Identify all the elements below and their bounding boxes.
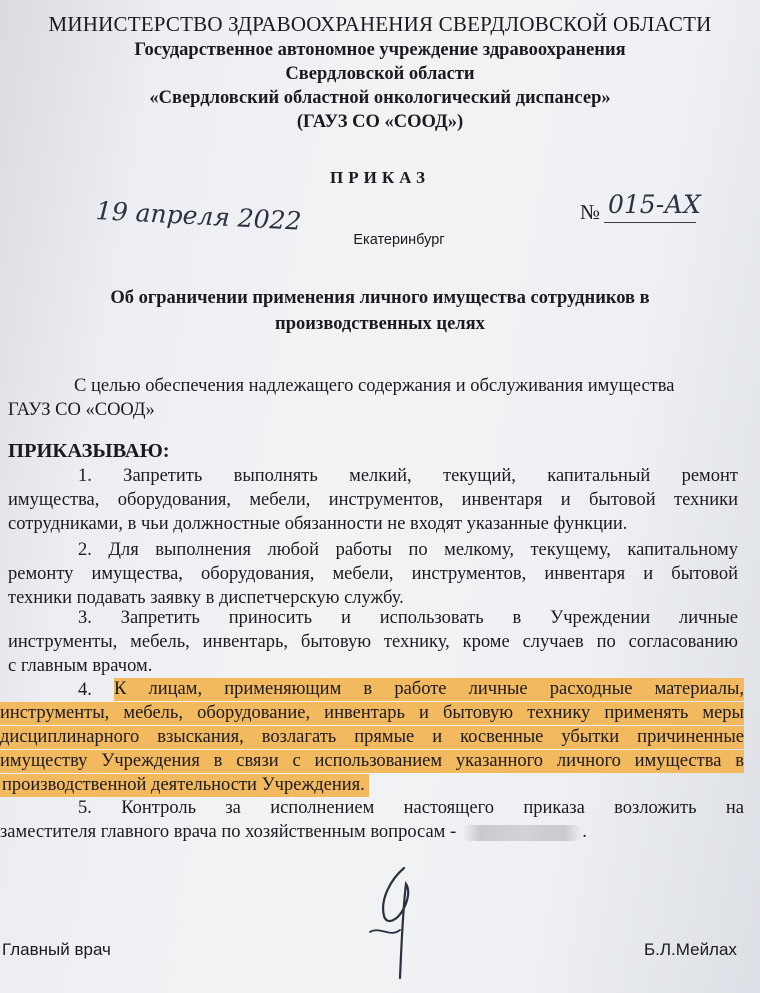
item-4-line-5: производственной деятельности Учреждения.: [0, 774, 369, 797]
directive-heading: ПРИКАЗЫВАЮ:: [8, 440, 170, 462]
document-type: ПРИКАЗ: [330, 168, 430, 187]
preamble-line-2: ГАУЗ СО «СООД»: [8, 400, 155, 420]
order-title-line-1: Об ограничении применения личного имущества сотрудников в: [110, 288, 650, 308]
item-1-line-3: сотрудниками, в чьи должностные обязанности не входят указанные функции.: [8, 514, 628, 534]
institution-short-name: (ГАУЗ СО «СООД»): [296, 112, 464, 132]
signatory-name: Б.Л.Мейлах: [644, 940, 737, 959]
item-5-line-1: 5. Контроль за исполнением настоящего приказа возложить на: [78, 798, 744, 818]
order-number: 015-АХ: [608, 190, 701, 219]
order-number-underline: [604, 222, 696, 223]
preamble-line-1: С целью обеспечения надлежащего содержания и обслуживания имущества: [74, 376, 675, 396]
item-3-line-2: инструменты, мебель, инвентарь, бытовую технику, кроме случаев по согласованию: [8, 632, 738, 652]
redacted-name: [462, 825, 582, 841]
item-2-line-1: 2. Для выполнения любой работы по мелкому, текущему, капитальному: [78, 540, 738, 560]
handwritten-signature: [360, 860, 440, 985]
item-4-line-4: имуществу Учреждения в связи с использованием указанного личного имущества в: [0, 751, 744, 771]
item-3-line-1: 3. Запретить приносить и использовать в Учреждении личные: [78, 608, 738, 628]
order-date: 19 апреля 2022: [95, 196, 303, 236]
institution-line-2: Свердловской области: [285, 64, 475, 84]
city: Екатеринбург: [353, 232, 445, 248]
item-5-line-2-text: заместителя главного врача по хозяйственным вопросам -: [0, 822, 457, 842]
item-3-line-3: с главным врачом.: [8, 656, 153, 676]
item-1-line-1: 1. Запретить выполнять мелкий, текущий, капитальный ремонт: [78, 466, 738, 486]
item-5-line-2-tail: .: [582, 822, 587, 842]
item-1-line-2: имущества, оборудования, мебели, инструментов, инвентаря и бытовой техники: [8, 490, 738, 510]
order-number-label: №: [580, 200, 601, 224]
signature-position: Главный врач: [2, 940, 111, 959]
item-5-line-2: [0, 822, 587, 843]
institution-line-3: «Свердловский областной онкологический диспансер»: [149, 88, 611, 108]
item-2-line-3: техники подавать заявку в диспетчерскую службу.: [8, 588, 404, 608]
item-4-line-1: К лицам, применяющим в работе личные расходные материалы,: [114, 679, 744, 699]
item-2-line-2: ремонту имущества, оборудования, мебели, инструментов, инвентаря и бытовой: [8, 564, 738, 584]
item-4-line-3: дисциплинарного взыскания, возлагать прямые и косвенные убытки причиненные: [0, 727, 744, 747]
item-4-number: 4.: [78, 680, 92, 700]
institution-line-1: Государственное автономное учреждение здравоохранения: [134, 40, 626, 60]
order-title-line-2: производственных целях: [275, 314, 485, 334]
item-4-line-2: инструменты, мебель, оборудование, инвентарь и бытовую технику применять меры: [0, 703, 744, 723]
ministry-header: МИНИСТЕРСТВО ЗДРАВООХРАНЕНИЯ СВЕРДЛОВСКОЙ ОБЛАСТИ: [48, 12, 712, 36]
